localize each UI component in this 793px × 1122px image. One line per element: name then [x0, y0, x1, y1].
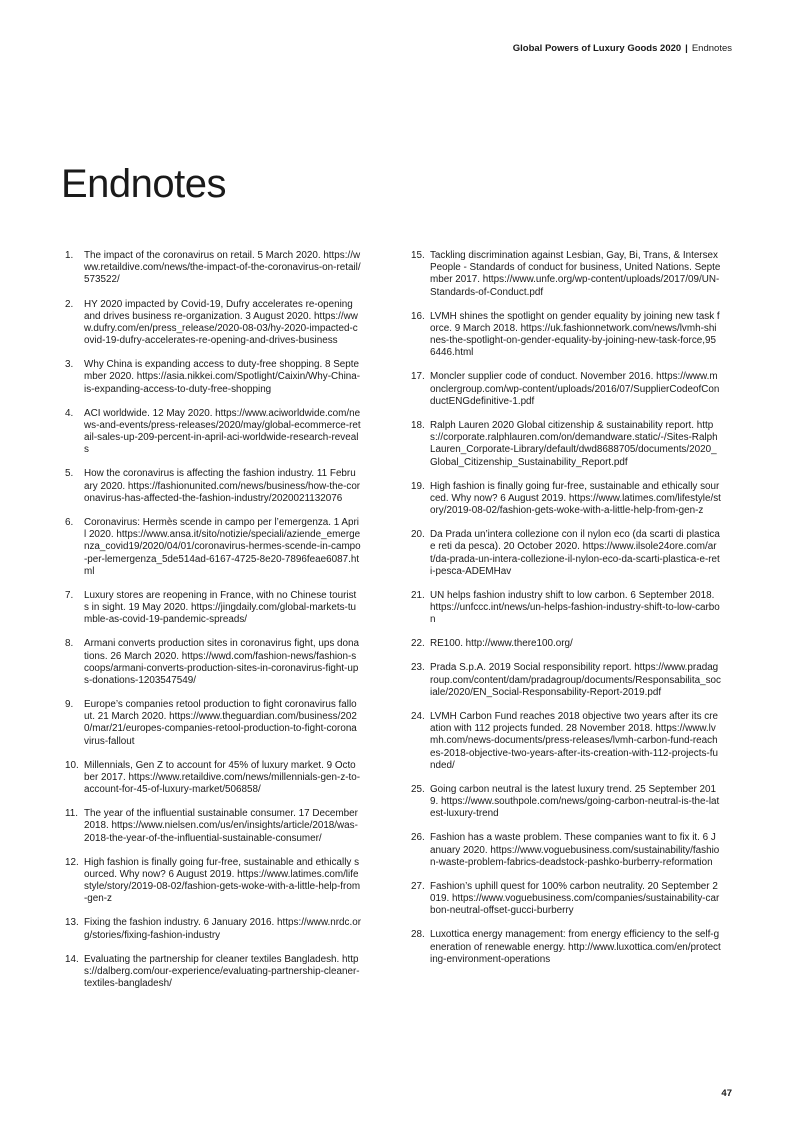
- endnote-item: [65, 590, 361, 627]
- endnote-text: Millennials, Gen Z to account for 45% of luxury market. 9 October 2017. https://www.retaildive.com/news/millennials-gen-z-to-account-for-45-of-luxury-market/506858/: [84, 759, 361, 796]
- endnote-text: UN helps fashion industry shift to low carbon. 6 September 2018. https://unfccc.int/news/un-helps-fashion-industry-shift-to-low-carbon: [430, 589, 720, 626]
- endnote-text: RE100. http://www.there100.org/: [430, 638, 573, 650]
- endnote-number: 22.: [411, 638, 425, 650]
- endnote-item: [411, 311, 721, 360]
- endnote-number: 20.: [411, 529, 425, 541]
- endnote-item: [411, 711, 721, 772]
- endnote-number: 12.: [65, 856, 79, 868]
- endnote-text: LVMH shines the spotlight on gender equality by joining new task force. 9 March 2018. https://uk.fashionnetwork.com/news/lvmh-shines-the-spotlight-on-gender-equality-by-joining-new-task-force,956446.html: [430, 310, 720, 359]
- endnote-item: [65, 299, 361, 348]
- endnote-item: [65, 857, 361, 906]
- endnote-item: [411, 638, 721, 650]
- endnotes-right-column: [411, 250, 721, 978]
- endnote-item: [65, 808, 361, 845]
- endnote-number: 3.: [65, 359, 74, 371]
- endnote-number: 15.: [411, 250, 425, 261]
- endnote-text: Evaluating the partnership for cleaner textiles Bangladesh. https://dalberg.com/our-experience/evaluating-partnership-cleaner-textiles-bangladesh/: [84, 953, 360, 990]
- endnote-number: 5.: [65, 468, 74, 480]
- endnote-text: Fashion has a waste problem. These companies want to fix it. 6 January 2020. https://www.voguebusiness.com/sustainability/fashion-waste-problem-fabrics-deadstock-pashko-burberry-reformation: [430, 832, 720, 868]
- endnote-item: [411, 371, 721, 408]
- endnote-text: The year of the influential sustainable consumer. 17 December 2018. https://www.nielsen.com/us/en/insights/article/2018/was-2018-the-year-of-the-influential-sustainable-consumer/: [84, 808, 358, 844]
- endnote-item: [411, 481, 721, 518]
- endnote-item: [411, 250, 721, 299]
- endnote-text: High fashion is finally going fur-free, sustainable and ethically sourced. Why now? 6 August 2019. https://www.latimes.com/lifestyle/story/2019-08-02/fashion-gets-woke-with-a-little-help-from-gen-z: [84, 856, 361, 905]
- endnote-item: [65, 408, 361, 457]
- endnotes-left-column: [65, 250, 361, 1002]
- page-number: 47: [721, 1088, 732, 1099]
- endnote-text: Tackling discrimination against Lesbian, Gay, Bi, Trans, & Intersex People - Standards of conduct for business, United Nations. September 2017. https://www.unfe.org/wp-content/uploads/2017/09/UN-Standards-of-Conduct.pdf: [430, 250, 721, 298]
- endnote-number: 11.: [65, 808, 78, 820]
- endnote-text: Europe’s companies retool production to fight coronavirus fallout. 21 March 2020. https://www.theguardian.com/business/2020/mar/21/europes-companies-retool-production-to-fight-coronavirus-fallout: [84, 699, 357, 747]
- endnote-item: [411, 784, 721, 821]
- endnote-text: Da Prada un’intera collezione con il nylon eco (da scarti di plastica e reti da pesca). 20 October 2020. https://www.ilsole24ore.com/art/da-prada-un-intera-collezione-il-nylon-eco-da-scarti-plastica-e-reti-pesca-ADEMHav: [430, 529, 720, 577]
- endnote-text: Why China is expanding access to duty-free shopping. 8 September 2020. https://asia.nikkei.com/Spotlight/Caixin/Why-China-is-expanding-access-to-duty-free-shopping: [84, 359, 361, 395]
- endnote-text: How the coronavirus is affecting the fashion industry. 11 February 2020. https://fashionunited.com/news/business/how-the-coronavirus-has-affected-the-fashion-industry/2020021132076: [84, 468, 361, 504]
- endnote-number: 26.: [411, 832, 425, 844]
- endnote-item: [411, 590, 721, 627]
- endnote-text: Luxury stores are reopening in France, with no Chinese tourists in sight. 19 May 2020. https://jingdaily.com/global-markets-tumble-as-covid-19-pandemic-spreads/: [84, 589, 357, 626]
- endnote-number: 10.: [65, 759, 79, 771]
- endnote-text: Coronavirus: Hermès scende in campo per l’emergenza. 1 April 2020. https://www.ansa.it/sito/notizie/speciali/aziende_emergenza_covid19/2020/04/01/coronavirus-hermes-scende-in-campo-per-lemergenza_5de514ad-6167-4725-8e20-7896feae6087.html: [84, 516, 361, 577]
- endnote-text: High fashion is finally going fur-free, sustainable and ethically sourced. Why now? 6 August 2019. https://www.latimes.com/lifestyle/story/2019-08-02/fashion-gets-woke-with-a-little-help-from-gen-z: [430, 480, 721, 517]
- page-title: Endnotes: [61, 162, 227, 206]
- endnote-number: 27.: [411, 880, 425, 892]
- endnote-number: 7.: [65, 589, 74, 601]
- endnote-text: Ralph Lauren 2020 Global citizenship & sustainability report. https://corporate.ralphlauren.com/on/demandware.static/-/Sites-RalphLauren_Corporate-Library/default/dwd8688705/documents/2020_Global_Citizenship_Sustainability_Report.pdf: [430, 419, 718, 468]
- endnote-number: 23.: [411, 662, 425, 674]
- endnote-text: Luxottica energy management: from energy efficiency to the self-generation of renewable energy. http://www.luxottica.com/en/protecting-environment-operations: [430, 929, 721, 965]
- endnote-item: [65, 917, 361, 941]
- endnote-number: 17.: [411, 371, 425, 383]
- endnote-number: 16.: [411, 310, 425, 322]
- endnote-item: [65, 359, 361, 396]
- endnote-item: [65, 638, 361, 687]
- endnote-item: [65, 468, 361, 505]
- endnote-item: [411, 420, 721, 469]
- endnote-number: 21.: [411, 589, 425, 601]
- endnote-number: 25.: [411, 783, 425, 795]
- endnote-number: 28.: [411, 929, 425, 941]
- endnote-item: [411, 929, 721, 966]
- endnote-number: 1.: [65, 250, 74, 261]
- header-report-title: Global Powers of Luxury Goods 2020: [512, 43, 682, 54]
- endnote-text: Armani converts production sites in coronavirus fight, ups donations. 26 March 2020. https://wwd.com/fashion-news/fashion-scoops/armani-converts-production-sites-in-coronavirus-fight-ups-donations-1203547549/: [84, 638, 359, 686]
- endnote-text: Going carbon neutral is the latest luxury trend. 25 September 2019. https://www.southpole.com/news/going-carbon-neutral-is-the-latest-luxury-trend: [430, 783, 720, 820]
- endnote-number: 18.: [411, 419, 425, 431]
- endnote-text: LVMH Carbon Fund reaches 2018 objective two years after its creation with 112 projects funded. 28 November 2018. https://www.lvmh.com/news-documents/press-releases/lvmh-carbon-fund-reaches-2018-objective-two-years-after-its-creation-with-112-projects-funded/: [430, 710, 718, 771]
- endnote-item: [411, 529, 721, 578]
- endnote-text: Moncler supplier code of conduct. November 2016. https://www.monclergroup.com/wp-content/uploads/2016/07/SupplierCodeofConductENGdefinitive-1.pdf: [430, 371, 720, 407]
- header-separator: |: [685, 43, 688, 54]
- endnote-item: [411, 881, 721, 918]
- running-header: [513, 43, 732, 54]
- endnote-text: Fixing the fashion industry. 6 January 2016. https://www.nrdc.org/stories/fixing-fashion-industry: [84, 917, 362, 941]
- endnote-text: HY 2020 impacted by Covid-19, Dufry accelerates re-opening and drives business re-organization. 3 August 2020. https://www.dufry.com/en/press_release/2020-08-03/hy-2020-impacted-covid-19-dufry-accelerates-re-opening-and-drives-business: [84, 298, 358, 347]
- endnote-text: The impact of the coronavirus on retail. 5 March 2020. https://www.retaildive.com/news/the-impact-of-the-coronavirus-on-retail/573522/: [84, 250, 361, 286]
- endnote-number: 4.: [65, 407, 74, 419]
- endnote-item: [65, 760, 361, 797]
- endnote-number: 24.: [411, 710, 425, 722]
- endnote-text: Fashion’s uphill quest for 100% carbon neutrality. 20 September 2019. https://www.voguebusiness.com/companies/sustainability-carbon-neutral-offset-gucci-burberry: [430, 880, 720, 917]
- endnote-number: 6.: [65, 516, 74, 528]
- endnote-number: 9.: [65, 699, 74, 711]
- endnote-item: [65, 699, 361, 748]
- endnote-text: ACI worldwide. 12 May 2020. https://www.aciworldwide.com/news-and-events/press-releases/2020/may/global-ecommerce-retail-sales-up-209-percent-in-april-aci-worldwide-research-reveals: [84, 407, 361, 456]
- endnote-item: [411, 662, 721, 699]
- header-section-name: Endnotes: [691, 43, 732, 54]
- endnote-item: [411, 832, 721, 869]
- endnote-number: 19.: [411, 480, 425, 492]
- endnote-number: 2.: [65, 298, 74, 310]
- endnote-item: [65, 517, 361, 578]
- endnote-item: [65, 250, 361, 287]
- endnote-number: 14.: [65, 953, 79, 965]
- endnote-item: [65, 954, 361, 991]
- endnote-text: Prada S.p.A. 2019 Social responsibility report. https://www.pradagroup.com/content/dam/pradagroup/documents/Responsabilita_sociale/2020/EN_Social-Responsability-Report-2019.pdf: [430, 662, 721, 698]
- endnote-number: 13.: [65, 917, 79, 929]
- endnote-number: 8.: [65, 638, 74, 650]
